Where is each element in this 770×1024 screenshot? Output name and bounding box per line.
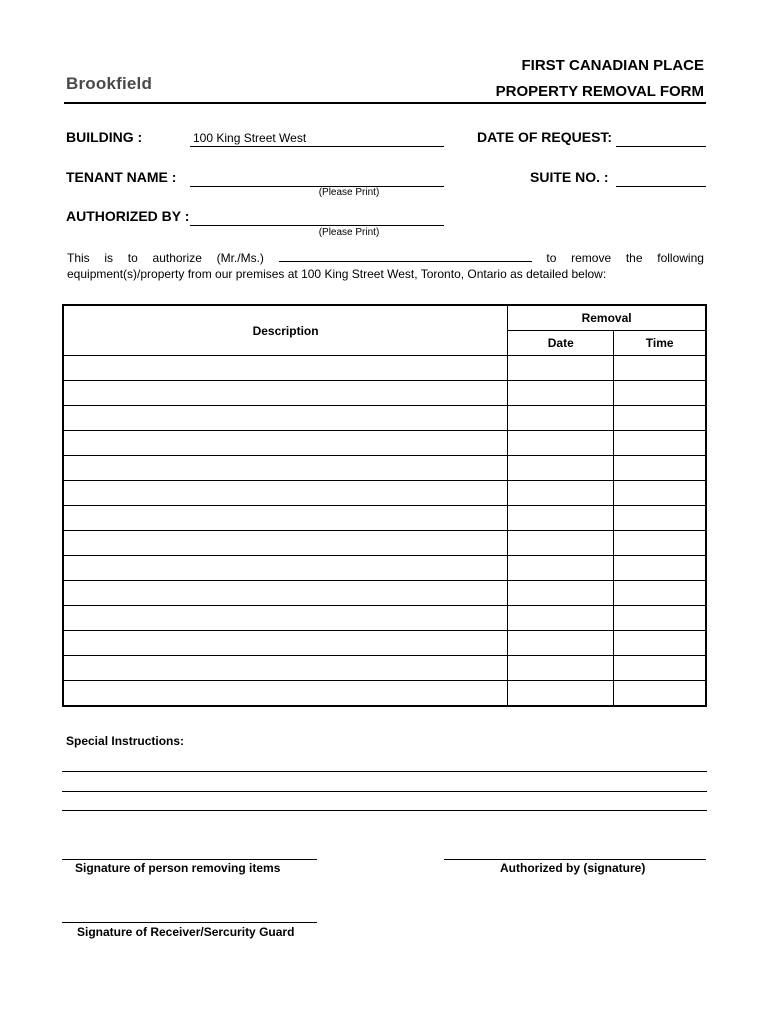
para-word: the bbox=[625, 251, 643, 265]
suite-no-underline bbox=[616, 186, 706, 187]
authorized-by-field[interactable] bbox=[190, 210, 444, 226]
form-title: PROPERTY REMOVAL FORM bbox=[495, 83, 704, 100]
property-items-table bbox=[62, 304, 707, 707]
removal-time-cell[interactable] bbox=[614, 581, 706, 606]
tenant-name-field[interactable] bbox=[190, 171, 444, 187]
description-cell[interactable] bbox=[63, 406, 508, 431]
brookfield-logo: Brookfield bbox=[66, 74, 153, 93]
authorized-by-value bbox=[190, 210, 444, 224]
authorized-by-underline bbox=[190, 225, 444, 226]
description-cell[interactable] bbox=[63, 506, 508, 531]
description-cell[interactable] bbox=[63, 606, 508, 631]
description-cell[interactable] bbox=[63, 631, 508, 656]
description-cell[interactable] bbox=[63, 456, 508, 481]
special-instructions-label: Special Instructions: bbox=[66, 734, 185, 748]
removal-date-cell[interactable] bbox=[508, 556, 614, 581]
para-word: following bbox=[657, 251, 704, 265]
table-row bbox=[63, 456, 706, 481]
authorization-paragraph-line2: equipment(s)/property from our premises at 100 King Street West, Toronto, Ontario as detailed below: bbox=[67, 267, 607, 281]
building-label: BUILDING : bbox=[66, 129, 143, 145]
item-rows bbox=[63, 356, 706, 707]
removal-time-cell[interactable] bbox=[614, 506, 706, 531]
description-cell[interactable] bbox=[63, 681, 508, 707]
removal-date-cell[interactable] bbox=[508, 506, 614, 531]
form-title-building: FIRST CANADIAN PLACE bbox=[521, 57, 704, 74]
removal-time-cell[interactable] bbox=[614, 481, 706, 506]
removal-date-cell[interactable] bbox=[508, 531, 614, 556]
authorized-by-label: AUTHORIZED BY : bbox=[66, 208, 190, 224]
removal-time-cell[interactable] bbox=[614, 556, 706, 581]
table-row bbox=[63, 531, 706, 556]
para-word: This bbox=[67, 251, 90, 265]
tenant-name-value bbox=[190, 171, 444, 185]
removal-time-cell[interactable] bbox=[614, 456, 706, 481]
removal-date-cell[interactable] bbox=[508, 456, 614, 481]
remover-signature-label: Signature of person removing items bbox=[75, 861, 281, 875]
special-instructions-line[interactable] bbox=[62, 810, 707, 811]
remover-signature-line[interactable] bbox=[62, 859, 317, 860]
description-cell[interactable] bbox=[63, 381, 508, 406]
description-cell[interactable] bbox=[63, 356, 508, 381]
suite-no-value bbox=[616, 171, 706, 185]
removal-time-cell[interactable] bbox=[614, 531, 706, 556]
description-cell[interactable] bbox=[63, 581, 508, 606]
suite-no-field[interactable] bbox=[616, 171, 706, 187]
date-of-request-underline bbox=[616, 146, 706, 147]
removal-date-cell[interactable] bbox=[508, 681, 614, 707]
removal-date-cell[interactable] bbox=[508, 581, 614, 606]
header-divider bbox=[64, 102, 706, 104]
authorization-paragraph-line1 bbox=[67, 250, 704, 266]
description-cell[interactable] bbox=[63, 531, 508, 556]
removal-date-cell[interactable] bbox=[508, 656, 614, 681]
removal-date-cell[interactable] bbox=[508, 406, 614, 431]
receiver-signature-line[interactable] bbox=[62, 922, 317, 923]
removal-date-cell[interactable] bbox=[508, 606, 614, 631]
removal-time-cell[interactable] bbox=[614, 381, 706, 406]
table-row bbox=[63, 581, 706, 606]
para-word: is bbox=[104, 251, 114, 265]
removal-time-cell[interactable] bbox=[614, 631, 706, 656]
suite-no-label: SUITE NO. : bbox=[530, 169, 609, 185]
table-row bbox=[63, 431, 706, 456]
removal-time-cell[interactable] bbox=[614, 681, 706, 707]
removal-time-cell[interactable] bbox=[614, 356, 706, 381]
table-row bbox=[63, 481, 706, 506]
building-field[interactable] bbox=[190, 131, 444, 147]
removal-time-cell[interactable] bbox=[614, 606, 706, 631]
tenant-name-label: TENANT NAME : bbox=[66, 169, 177, 185]
removal-date-cell[interactable] bbox=[508, 356, 614, 381]
description-cell[interactable] bbox=[63, 656, 508, 681]
para-word: authorize bbox=[152, 251, 202, 265]
removal-date-cell[interactable] bbox=[508, 481, 614, 506]
authorized-please-print-hint: (Please Print) bbox=[318, 227, 380, 238]
table-row bbox=[63, 681, 706, 707]
removal-date-cell[interactable] bbox=[508, 381, 614, 406]
date-of-request-label: DATE OF REQUEST: bbox=[477, 129, 613, 145]
removal-column-header: Removal bbox=[508, 305, 706, 331]
table-row bbox=[63, 506, 706, 531]
description-cell[interactable] bbox=[63, 481, 508, 506]
para-word: to bbox=[127, 251, 138, 265]
table-row bbox=[63, 631, 706, 656]
para-word: remove bbox=[571, 251, 612, 265]
date-of-request-value bbox=[616, 131, 706, 145]
description-column-header: Description bbox=[63, 305, 508, 356]
description-cell[interactable] bbox=[63, 431, 508, 456]
para-word: to bbox=[546, 251, 557, 265]
table-row bbox=[63, 606, 706, 631]
authorized-signature-line[interactable] bbox=[444, 859, 706, 860]
time-column-header: Time bbox=[614, 331, 706, 356]
authorized-signature-label: Authorized by (signature) bbox=[500, 861, 646, 875]
table-row bbox=[63, 556, 706, 581]
removal-time-cell[interactable] bbox=[614, 406, 706, 431]
removal-time-cell[interactable] bbox=[614, 656, 706, 681]
building-value: 100 King Street West bbox=[193, 131, 307, 145]
tenant-please-print-hint: (Please Print) bbox=[318, 187, 380, 198]
table-row bbox=[63, 356, 706, 381]
removal-date-cell[interactable] bbox=[508, 431, 614, 456]
table-row bbox=[63, 381, 706, 406]
receiver-signature-label: Signature of Receiver/Sercurity Guard bbox=[77, 925, 295, 939]
building-underline bbox=[190, 146, 444, 147]
removal-date-cell[interactable] bbox=[508, 631, 614, 656]
table-row bbox=[63, 406, 706, 431]
table-row bbox=[63, 656, 706, 681]
date-of-request-field[interactable] bbox=[616, 131, 706, 147]
description-cell[interactable] bbox=[63, 556, 508, 581]
removal-time-cell[interactable] bbox=[614, 431, 706, 456]
authorize-person-blank[interactable] bbox=[279, 251, 532, 262]
special-instructions-line[interactable] bbox=[62, 771, 707, 772]
special-instructions-line[interactable] bbox=[62, 791, 707, 792]
date-column-header: Date bbox=[508, 331, 614, 356]
para-word: (Mr./Ms.) bbox=[216, 251, 264, 265]
